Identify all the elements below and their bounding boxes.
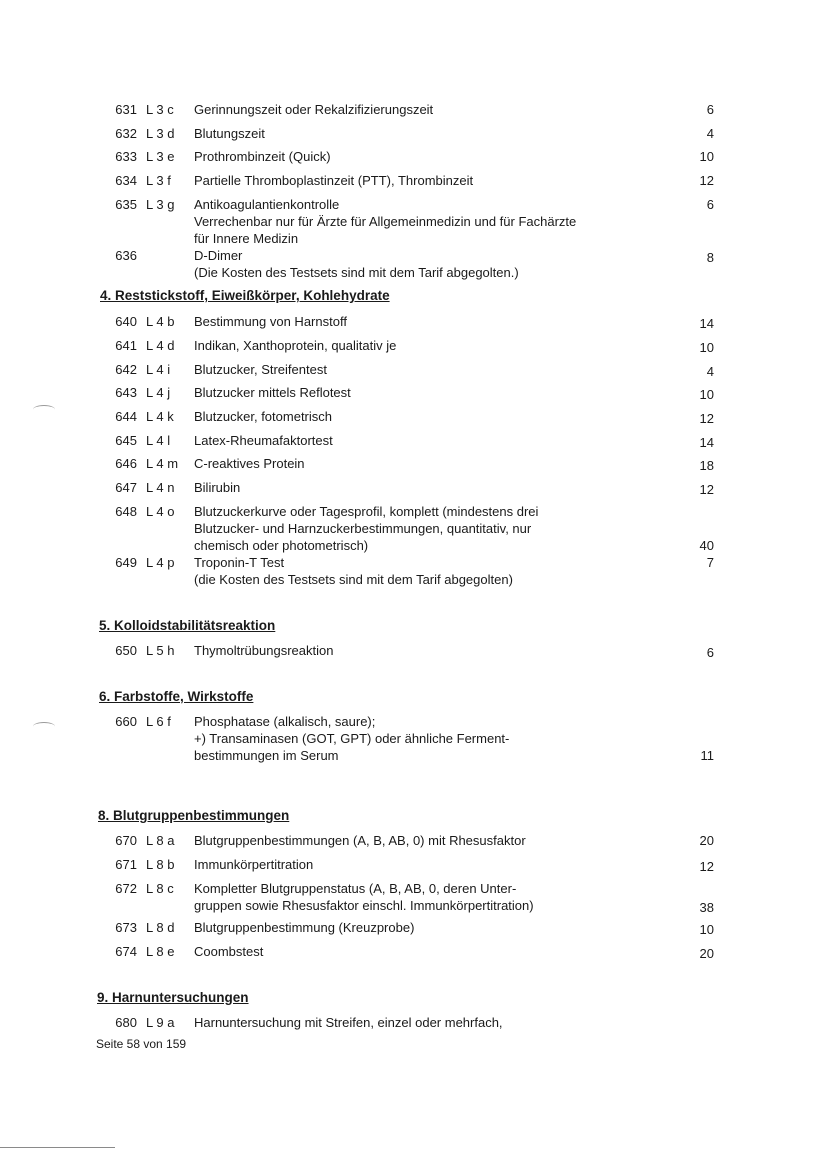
entry-number: 672 <box>115 881 137 896</box>
entry-code: L 8 d <box>146 920 175 935</box>
entry-description: Blutungszeit <box>194 126 265 141</box>
entry-description: Bestimmung von Harnstoff <box>194 314 347 329</box>
entry-number: 673 <box>115 920 137 935</box>
section-heading-5: 5. Kolloidstabilitätsreaktion <box>99 618 276 633</box>
entry-description: Partielle Thromboplastinzeit (PTT), Thrombinzeit <box>194 173 474 188</box>
entry-number: 636 <box>115 248 137 263</box>
entry-description-continued: (die Kosten des Testsets sind mit dem Tarif abgegolten) <box>194 572 513 587</box>
entry-description: Gerinnungszeit oder Rekalzifizierungszeit <box>194 102 434 117</box>
entry-points: 6 <box>706 645 714 660</box>
entry-code: L 8 b <box>146 857 175 872</box>
entry-code: L 4 p <box>146 555 175 570</box>
entry-number: 649 <box>115 555 137 570</box>
entry-code: L 8 a <box>146 833 175 848</box>
entry-description: Prothrombinzeit (Quick) <box>194 149 331 164</box>
entry-number: 644 <box>115 409 137 424</box>
entry-description: C-reaktives Protein <box>194 456 305 471</box>
entry-number: 635 <box>115 197 137 212</box>
entry-points: 8 <box>706 250 714 265</box>
entry-code: L 4 j <box>146 385 171 400</box>
entry-description: Blutzuckerkurve oder Tagesprofil, komplett (mindestens drei <box>194 504 539 519</box>
entry-number: 660 <box>115 714 137 729</box>
entry-number: 642 <box>115 362 137 377</box>
entry-code: L 4 l <box>146 433 171 448</box>
entry-code: L 3 e <box>146 149 175 164</box>
entry-code: L 3 g <box>146 197 175 212</box>
entry-code: L 3 f <box>146 173 171 188</box>
punch-mark-bottom <box>33 722 55 731</box>
entry-points: 6 <box>706 197 714 212</box>
entry-description: Indikan, Xanthoprotein, qualitativ je <box>194 338 397 353</box>
entry-points: 12 <box>699 482 714 497</box>
entry-code: L 9 a <box>146 1015 175 1030</box>
entry-code: L 3 d <box>146 126 175 141</box>
entry-description: Bilirubin <box>194 480 241 495</box>
entry-number: 671 <box>115 857 137 872</box>
entry-description-continued: Verrechenbar nur für Ärzte für Allgemeinmedizin und für Fachärzte <box>194 214 577 229</box>
entry-points: 14 <box>699 316 714 331</box>
entry-points: 7 <box>706 555 714 570</box>
entry-description: Coombstest <box>194 944 264 959</box>
entry-code: L 4 n <box>146 480 175 495</box>
entry-code: L 8 e <box>146 944 175 959</box>
entry-description: Blutzucker mittels Reflotest <box>194 385 351 400</box>
entry-number: 643 <box>115 385 137 400</box>
entry-points: 18 <box>699 458 714 473</box>
entry-description: Blutgruppenbestimmung (Kreuzprobe) <box>194 920 415 935</box>
entry-number: 633 <box>115 149 137 164</box>
entry-points: 40 <box>699 538 714 553</box>
entry-number: 632 <box>115 126 137 141</box>
entry-code: L 8 c <box>146 881 174 896</box>
scan-edge-line <box>0 1147 115 1148</box>
entry-code: L 5 h <box>146 643 175 658</box>
entry-points: 14 <box>699 435 714 450</box>
entry-points: 20 <box>699 833 714 848</box>
entry-points: 11 <box>700 748 714 763</box>
entry-points: 38 <box>699 900 714 915</box>
entry-code: L 4 i <box>146 362 171 377</box>
entry-code: L 4 b <box>146 314 175 329</box>
entry-points: 20 <box>699 946 714 961</box>
section-heading-9: 9. Harnuntersuchungen <box>97 990 249 1005</box>
entry-number: 634 <box>115 173 137 188</box>
entry-points: 6 <box>706 102 714 117</box>
entry-number: 674 <box>115 944 137 959</box>
entry-number: 640 <box>115 314 137 329</box>
entry-points: 10 <box>699 149 714 164</box>
entry-description: Phosphatase (alkalisch, saure); <box>194 714 376 729</box>
entry-description: Harnuntersuchung mit Streifen, einzel oder mehrfach, <box>194 1015 503 1030</box>
entry-points: 4 <box>706 126 714 141</box>
entry-code: L 4 d <box>146 338 175 353</box>
entry-description: Blutzucker, fotometrisch <box>194 409 332 424</box>
page-footer: Seite 58 von 159 <box>96 1037 187 1051</box>
entry-code: L 4 k <box>146 409 174 424</box>
entry-code: L 6 f <box>146 714 171 729</box>
entry-code: L 4 m <box>146 456 179 471</box>
entry-description-continued: +) Transaminasen (GOT, GPT) oder ähnliche Ferment- <box>194 731 510 746</box>
entry-description: Blutzucker, Streifentest <box>194 362 327 377</box>
entry-code: L 3 c <box>146 102 174 117</box>
entry-description: Immunkörpertitration <box>194 857 314 872</box>
entry-description: Latex-Rheumafaktortest <box>194 433 333 448</box>
entry-code: L 4 o <box>146 504 175 519</box>
entry-description: Kompletter Blutgruppenstatus (A, B, AB, 0, deren Unter- <box>194 881 517 896</box>
entry-points: 10 <box>699 340 714 355</box>
entry-number: 645 <box>115 433 137 448</box>
entry-points: 12 <box>699 173 714 188</box>
section-heading-6: 6. Farbstoffe, Wirkstoffe <box>99 689 254 704</box>
section-heading-8: 8. Blutgruppenbestimmungen <box>98 808 290 823</box>
entry-points: 10 <box>699 387 714 402</box>
entry-number: 648 <box>115 504 137 519</box>
entry-points: 12 <box>699 411 714 426</box>
entry-points: 12 <box>699 859 714 874</box>
entry-description-continued: (Die Kosten des Testsets sind mit dem Tarif abgegolten.) <box>194 265 519 280</box>
entry-description-continued: Blutzucker- und Harnzuckerbestimmungen, quantitativ, nur <box>194 521 532 536</box>
entry-description-continued: chemisch oder photometrisch) <box>194 538 369 553</box>
entry-number: 647 <box>115 480 137 495</box>
entry-number: 631 <box>115 102 137 117</box>
entry-number: 680 <box>115 1015 137 1030</box>
entry-description-continued: für Innere Medizin <box>194 231 299 246</box>
entry-number: 646 <box>115 456 137 471</box>
entry-description: Blutgruppenbestimmungen (A, B, AB, 0) mit Rhesusfaktor <box>194 833 526 848</box>
entry-points: 4 <box>706 364 714 379</box>
entry-number: 670 <box>115 833 137 848</box>
section-heading-4: 4. Reststickstoff, Eiweißkörper, Kohlehydrate <box>100 288 390 303</box>
entry-description: Troponin-T Test <box>194 555 285 570</box>
entry-number: 650 <box>115 643 137 658</box>
entry-number: 641 <box>115 338 137 353</box>
entry-description: Antikoagulantienkontrolle <box>194 197 340 212</box>
entry-description: D-Dimer <box>194 248 243 263</box>
entry-description: Thymoltrübungsreaktion <box>194 643 334 658</box>
punch-mark-top <box>33 405 55 414</box>
entry-points: 10 <box>699 922 714 937</box>
entry-description-continued: gruppen sowie Rhesusfaktor einschl. Immunkörpertitration) <box>194 898 534 913</box>
entry-description-continued: bestimmungen im Serum <box>194 748 339 763</box>
